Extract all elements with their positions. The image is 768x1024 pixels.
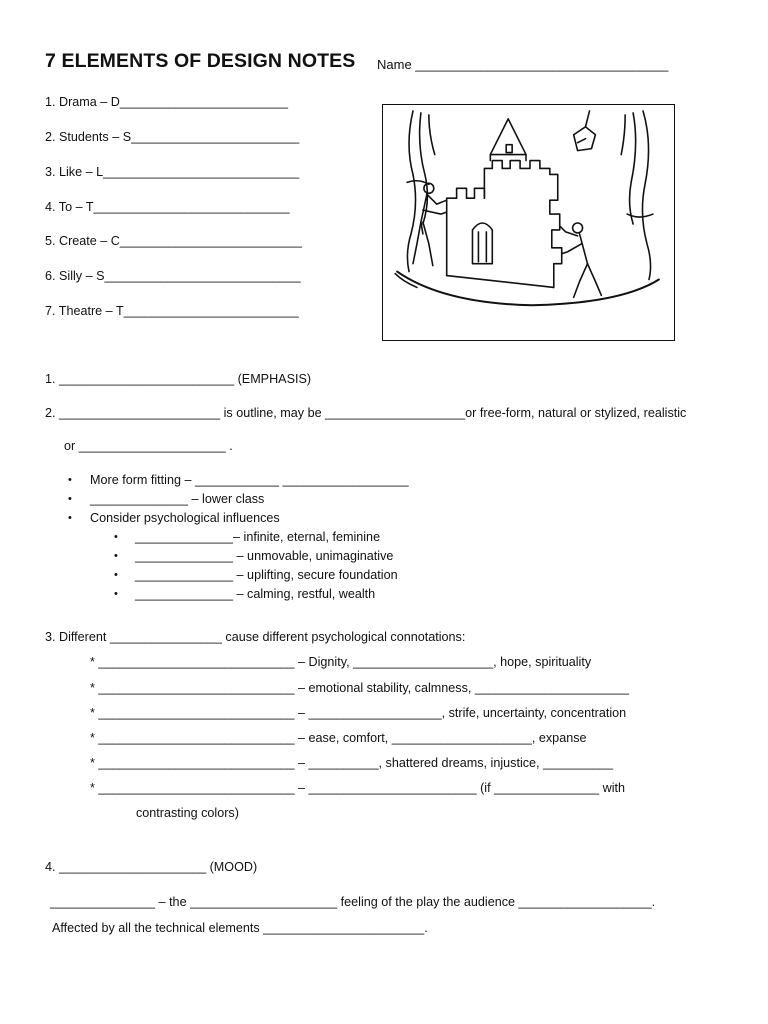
acrostic-item-like: 3. Like – L____________________________	[45, 165, 300, 179]
section4-mood: 4. _____________________ (MOOD)	[45, 860, 258, 874]
section3-item-dignity: * ____________________________ – Dignity, ____________________, hope, spirituality	[90, 655, 592, 669]
acrostic-item-theatre: 7. Theatre – T_________________________	[45, 304, 299, 318]
section2-line2: or _____________________ .	[64, 439, 233, 453]
section3-intro: 3. Different ________________ cause different psychological connotations:	[45, 630, 466, 644]
bullet-marker: •	[68, 512, 72, 524]
section4-line2: Affected by all the technical elements _______________________.	[52, 921, 428, 935]
section2-sub-bullet-infinite: ______________– infinite, eternal, feminine	[135, 530, 381, 544]
section1-emphasis: 1. _________________________ (EMPHASIS)	[45, 372, 312, 386]
bullet-marker: •	[114, 550, 118, 562]
section3-item-contrasting: * ____________________________ – ________________________ (if _______________ with	[90, 781, 626, 795]
stage-illustration	[382, 104, 675, 341]
acrostic-item-silly: 6. Silly – S____________________________	[45, 269, 301, 283]
section3-item-stability: * ____________________________ – emotional stability, calmness, ______________________	[90, 681, 629, 695]
bullet-marker: •	[114, 531, 118, 543]
bullet-marker: •	[114, 588, 118, 600]
bullet-marker: •	[68, 493, 72, 505]
name-field-label: Name ___________________________________	[377, 57, 669, 72]
section2-sub-bullet-unmovable: ______________ – unmovable, unimaginative	[135, 549, 394, 563]
page-title: 7 ELEMENTS OF DESIGN NOTES	[45, 50, 356, 72]
section3-continuation: contrasting colors)	[136, 806, 239, 820]
acrostic-item-students: 2. Students – S________________________	[45, 130, 300, 144]
section3-item-strife: * ____________________________ – ___________________, strife, uncertainty, concentration	[90, 706, 627, 720]
section2-line1: 2. _______________________ is outline, may be ____________________or free-form, natural or stylized, realistic	[45, 406, 687, 420]
section3-item-ease: * ____________________________ – ease, comfort, ____________________, expanse	[90, 731, 587, 745]
acrostic-item-to: 4. To – T____________________________	[45, 200, 290, 214]
section3-item-shattered: * ____________________________ – __________, shattered dreams, injustice, __________	[90, 756, 614, 770]
section2-bullet-form-fitting: More form fitting – ____________ __________________	[90, 473, 409, 487]
section2-sub-bullet-calming: ______________ – calming, restful, wealth	[135, 587, 376, 601]
section2-bullet-lower-class: ______________ – lower class	[90, 492, 265, 506]
acrostic-item-drama: 1. Drama – D________________________	[45, 95, 288, 109]
acrostic-item-create: 5. Create – C__________________________	[45, 234, 303, 248]
section2-bullet-psychological: Consider psychological influences	[90, 511, 280, 525]
section2-sub-bullet-uplifting: ______________ – uplifting, secure foundation	[135, 568, 398, 582]
bullet-marker: •	[114, 569, 118, 581]
bullet-marker: •	[68, 474, 72, 486]
section4-line1: _______________ – the _____________________ feeling of the play the audience ___________________.	[50, 895, 656, 909]
